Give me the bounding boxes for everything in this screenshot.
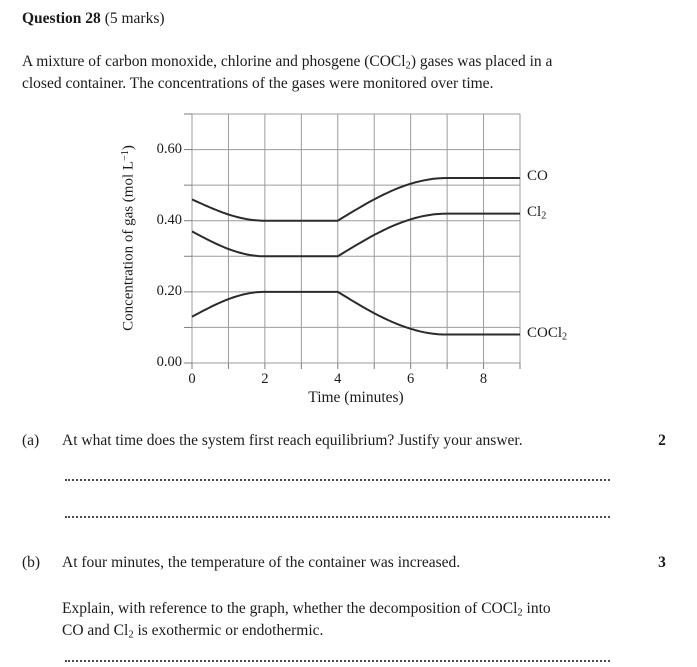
question-number: Question 28 (22, 10, 101, 27)
part-a-question: At what time does the system first reach equilibrium? Justify your answer. (62, 432, 523, 449)
part-a-marks: 2 (658, 432, 666, 449)
co-series-label: CO (527, 168, 548, 185)
y-tick-label: 0.00 (156, 354, 182, 370)
cocl2-curve (192, 292, 520, 335)
question-marks-total: (5 marks) (100, 10, 165, 27)
part-b-explain-line-2: CO and $Cl_2$ is exothermic or endothermic. (62, 622, 324, 641)
x-tick-label: 2 (261, 371, 269, 387)
part-b-explain-line-1: Explain, with reference to the graph, whether the decomposition of COCl$_2$ into (62, 600, 551, 619)
x-tick-label: 4 (334, 371, 342, 387)
cl2-curve (192, 214, 520, 257)
answer-dotted-line (65, 479, 610, 481)
x-axis-label: Time (minutes) (308, 389, 404, 406)
cocl2-series-label: COCl$_2$ (527, 324, 568, 343)
y-tick-label: 0.20 (156, 282, 182, 299)
cl2-series-label: $Cl_2$ (527, 203, 547, 222)
part-b-label: (b) (22, 554, 41, 571)
answer-dotted-line (65, 660, 610, 662)
part-a-label: (a) (22, 432, 40, 449)
intro-line-2: closed container. The concentrations of the gases were monitored over time. (22, 74, 494, 92)
x-tick-label: 8 (479, 371, 488, 387)
y-tick-label: 0.60 (156, 140, 182, 157)
x-tick-label: 6 (407, 371, 415, 387)
x-tick-label: 0 (188, 371, 196, 387)
intro-line-1: A mixture of carbon monoxide, chlorine and phosgene (COCl$_2$) gases was placed in a (22, 53, 553, 72)
part-b-question: At four minutes, the temperature of the container was increased. (62, 554, 461, 571)
y-tick-label: 0.40 (156, 211, 182, 228)
part-b-marks: 3 (658, 554, 666, 571)
y-axis-label: Concentration of gas (mol $L^{-1}$) (119, 145, 137, 331)
answer-dotted-line (65, 516, 610, 518)
part-b-explain (62, 598, 622, 642)
